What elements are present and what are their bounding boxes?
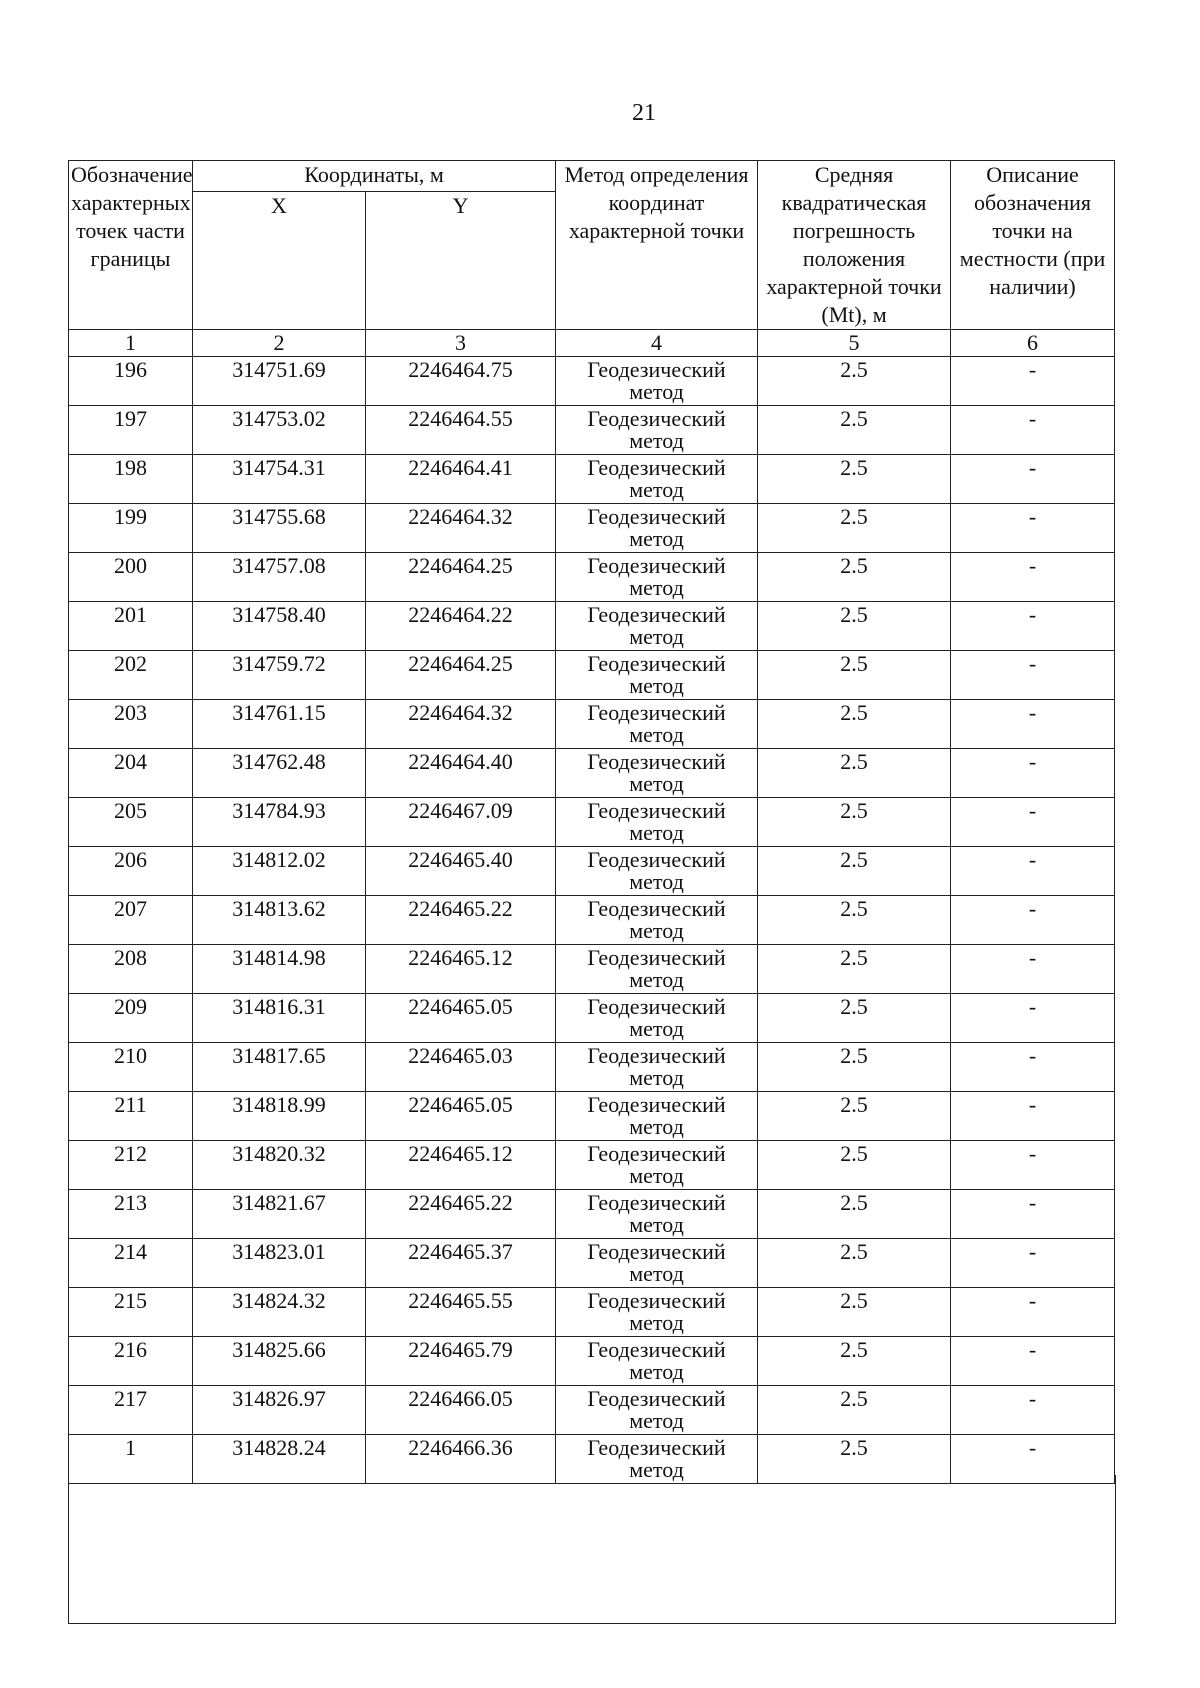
cell-description: - [951,651,1115,700]
cell-description: - [951,455,1115,504]
cell-x: 314812.02 [193,847,366,896]
table-row [69,406,1115,455]
cell-point-number: 1 [69,1435,193,1484]
cell-x: 314823.01 [193,1239,366,1288]
cell-x: 314826.97 [193,1386,366,1435]
cell-y: 2246464.40 [366,749,556,798]
cell-description: - [951,700,1115,749]
cell-y: 2246465.40 [366,847,556,896]
cell-description: - [951,896,1115,945]
cell-x: 314821.67 [193,1190,366,1239]
cell-method: Геодезический метод [556,504,758,553]
cell-mt: 2.5 [758,1239,951,1288]
table-row [69,749,1115,798]
cell-y: 2246465.55 [366,1288,556,1337]
table-body [69,357,1115,1484]
cell-x: 314818.99 [193,1092,366,1141]
cell-method: Геодезический метод [556,945,758,994]
cell-mt: 2.5 [758,1141,951,1190]
cell-description: - [951,1288,1115,1337]
column-number: 2 [193,330,366,357]
cell-point-number: 210 [69,1043,193,1092]
cell-point-number: 204 [69,749,193,798]
cell-y: 2246464.25 [366,553,556,602]
empty-bottom-area [68,1475,1116,1624]
cell-point-number: 202 [69,651,193,700]
table-row [69,1190,1115,1239]
header-method: Метод определения координат характерной точки [556,161,758,330]
cell-point-number: 209 [69,994,193,1043]
cell-x: 314762.48 [193,749,366,798]
cell-y: 2246464.55 [366,406,556,455]
cell-method: Геодезический метод [556,553,758,602]
cell-description: - [951,1043,1115,1092]
cell-point-number: 216 [69,1337,193,1386]
cell-method: Геодезический метод [556,1239,758,1288]
cell-method: Геодезический метод [556,1435,758,1484]
table-row [69,1239,1115,1288]
table-row [69,602,1115,651]
cell-y: 2246465.79 [366,1337,556,1386]
cell-mt: 2.5 [758,945,951,994]
cell-description: - [951,602,1115,651]
cell-x: 314813.62 [193,896,366,945]
cell-method: Геодезический метод [556,700,758,749]
cell-mt: 2.5 [758,749,951,798]
cell-y: 2246464.32 [366,700,556,749]
table-row [69,455,1115,504]
cell-mt: 2.5 [758,1288,951,1337]
cell-x: 314755.68 [193,504,366,553]
cell-method: Геодезический метод [556,651,758,700]
cell-method: Геодезический метод [556,1092,758,1141]
table-row [69,945,1115,994]
header-coordinates-group: Координаты, м [193,161,556,192]
cell-description: - [951,798,1115,847]
table-row [69,896,1115,945]
cell-y: 2246465.12 [366,1141,556,1190]
cell-x: 314784.93 [193,798,366,847]
cell-y: 2246465.05 [366,1092,556,1141]
table-row [69,504,1115,553]
cell-description: - [951,1337,1115,1386]
cell-mt: 2.5 [758,651,951,700]
table-row [69,700,1115,749]
cell-method: Геодезический метод [556,602,758,651]
cell-mt: 2.5 [758,406,951,455]
cell-method: Геодезический метод [556,1288,758,1337]
cell-point-number: 199 [69,504,193,553]
cell-description: - [951,1435,1115,1484]
cell-mt: 2.5 [758,1435,951,1484]
cell-mt: 2.5 [758,1043,951,1092]
cell-description: - [951,553,1115,602]
cell-x: 314758.40 [193,602,366,651]
cell-mt: 2.5 [758,553,951,602]
table-row [69,1386,1115,1435]
cell-x: 314828.24 [193,1435,366,1484]
cell-description: - [951,945,1115,994]
cell-y: 2246466.36 [366,1435,556,1484]
header-mean-square-error: Средняя квадратическая погрешность положения характерной точки (Mt), м [758,161,951,330]
cell-point-number: 217 [69,1386,193,1435]
cell-x: 314824.32 [193,1288,366,1337]
cell-point-number: 214 [69,1239,193,1288]
cell-description: - [951,1239,1115,1288]
cell-point-number: 201 [69,602,193,651]
cell-method: Геодезический метод [556,798,758,847]
cell-x: 314751.69 [193,357,366,406]
cell-mt: 2.5 [758,1386,951,1435]
table-row [69,1092,1115,1141]
cell-x: 314817.65 [193,1043,366,1092]
cell-x: 314759.72 [193,651,366,700]
page-number: 21 [632,100,656,126]
cell-mt: 2.5 [758,455,951,504]
table-row [69,798,1115,847]
cell-y: 2246464.25 [366,651,556,700]
cell-point-number: 207 [69,896,193,945]
table-row [69,994,1115,1043]
cell-mt: 2.5 [758,994,951,1043]
table-row [69,1288,1115,1337]
cell-point-number: 208 [69,945,193,994]
cell-description: - [951,994,1115,1043]
cell-y: 2246464.75 [366,357,556,406]
cell-point-number: 206 [69,847,193,896]
cell-method: Геодезический метод [556,1043,758,1092]
cell-description: - [951,749,1115,798]
cell-mt: 2.5 [758,1337,951,1386]
cell-y: 2246464.32 [366,504,556,553]
cell-point-number: 215 [69,1288,193,1337]
cell-x: 314757.08 [193,553,366,602]
cell-method: Геодезический метод [556,994,758,1043]
cell-method: Геодезический метод [556,1190,758,1239]
cell-y: 2246465.37 [366,1239,556,1288]
cell-mt: 2.5 [758,1190,951,1239]
cell-method: Геодезический метод [556,1386,758,1435]
cell-method: Геодезический метод [556,847,758,896]
cell-description: - [951,1141,1115,1190]
header-x: X [193,192,366,330]
cell-method: Геодезический метод [556,406,758,455]
cell-method: Геодезический метод [556,455,758,504]
coordinates-table [68,160,1115,1484]
cell-x: 314825.66 [193,1337,366,1386]
cell-method: Геодезический метод [556,357,758,406]
table-row [69,1141,1115,1190]
column-number: 5 [758,330,951,357]
cell-x: 314814.98 [193,945,366,994]
cell-method: Геодезический метод [556,896,758,945]
cell-point-number: 211 [69,1092,193,1141]
cell-y: 2246465.12 [366,945,556,994]
cell-y: 2246464.22 [366,602,556,651]
cell-x: 314761.15 [193,700,366,749]
cell-mt: 2.5 [758,357,951,406]
header-point-description: Описание обозначения точки на местности (при наличии) [951,161,1115,330]
cell-mt: 2.5 [758,504,951,553]
cell-mt: 2.5 [758,798,951,847]
column-number: 3 [366,330,556,357]
column-number: 1 [69,330,193,357]
cell-point-number: 196 [69,357,193,406]
cell-y: 2246464.41 [366,455,556,504]
column-numbers-row [69,330,1115,357]
cell-point-number: 198 [69,455,193,504]
column-number: 6 [951,330,1115,357]
cell-mt: 2.5 [758,896,951,945]
cell-description: - [951,1386,1115,1435]
cell-mt: 2.5 [758,602,951,651]
cell-y: 2246465.22 [366,896,556,945]
cell-description: - [951,847,1115,896]
cell-mt: 2.5 [758,700,951,749]
cell-point-number: 203 [69,700,193,749]
table-row [69,651,1115,700]
cell-description: - [951,504,1115,553]
coordinates-table-wrapper [68,160,1114,1484]
table-row [69,1043,1115,1092]
table-row [69,847,1115,896]
cell-point-number: 197 [69,406,193,455]
column-number: 4 [556,330,758,357]
cell-x: 314753.02 [193,406,366,455]
cell-description: - [951,1190,1115,1239]
cell-y: 2246467.09 [366,798,556,847]
header-y: Y [366,192,556,330]
cell-description: - [951,1092,1115,1141]
cell-x: 314754.31 [193,455,366,504]
cell-description: - [951,406,1115,455]
cell-y: 2246465.22 [366,1190,556,1239]
cell-y: 2246466.05 [366,1386,556,1435]
cell-mt: 2.5 [758,847,951,896]
cell-point-number: 205 [69,798,193,847]
table-row [69,357,1115,406]
cell-method: Геодезический метод [556,1141,758,1190]
cell-description: - [951,357,1115,406]
cell-x: 314816.31 [193,994,366,1043]
cell-mt: 2.5 [758,1092,951,1141]
cell-point-number: 200 [69,553,193,602]
cell-y: 2246465.05 [366,994,556,1043]
header-point-designation: Обозначение характерных точек части границы [69,161,193,330]
cell-point-number: 212 [69,1141,193,1190]
table-row [69,553,1115,602]
cell-method: Геодезический метод [556,749,758,798]
cell-y: 2246465.03 [366,1043,556,1092]
cell-method: Геодезический метод [556,1337,758,1386]
cell-x: 314820.32 [193,1141,366,1190]
table-row [69,1337,1115,1386]
cell-point-number: 213 [69,1190,193,1239]
